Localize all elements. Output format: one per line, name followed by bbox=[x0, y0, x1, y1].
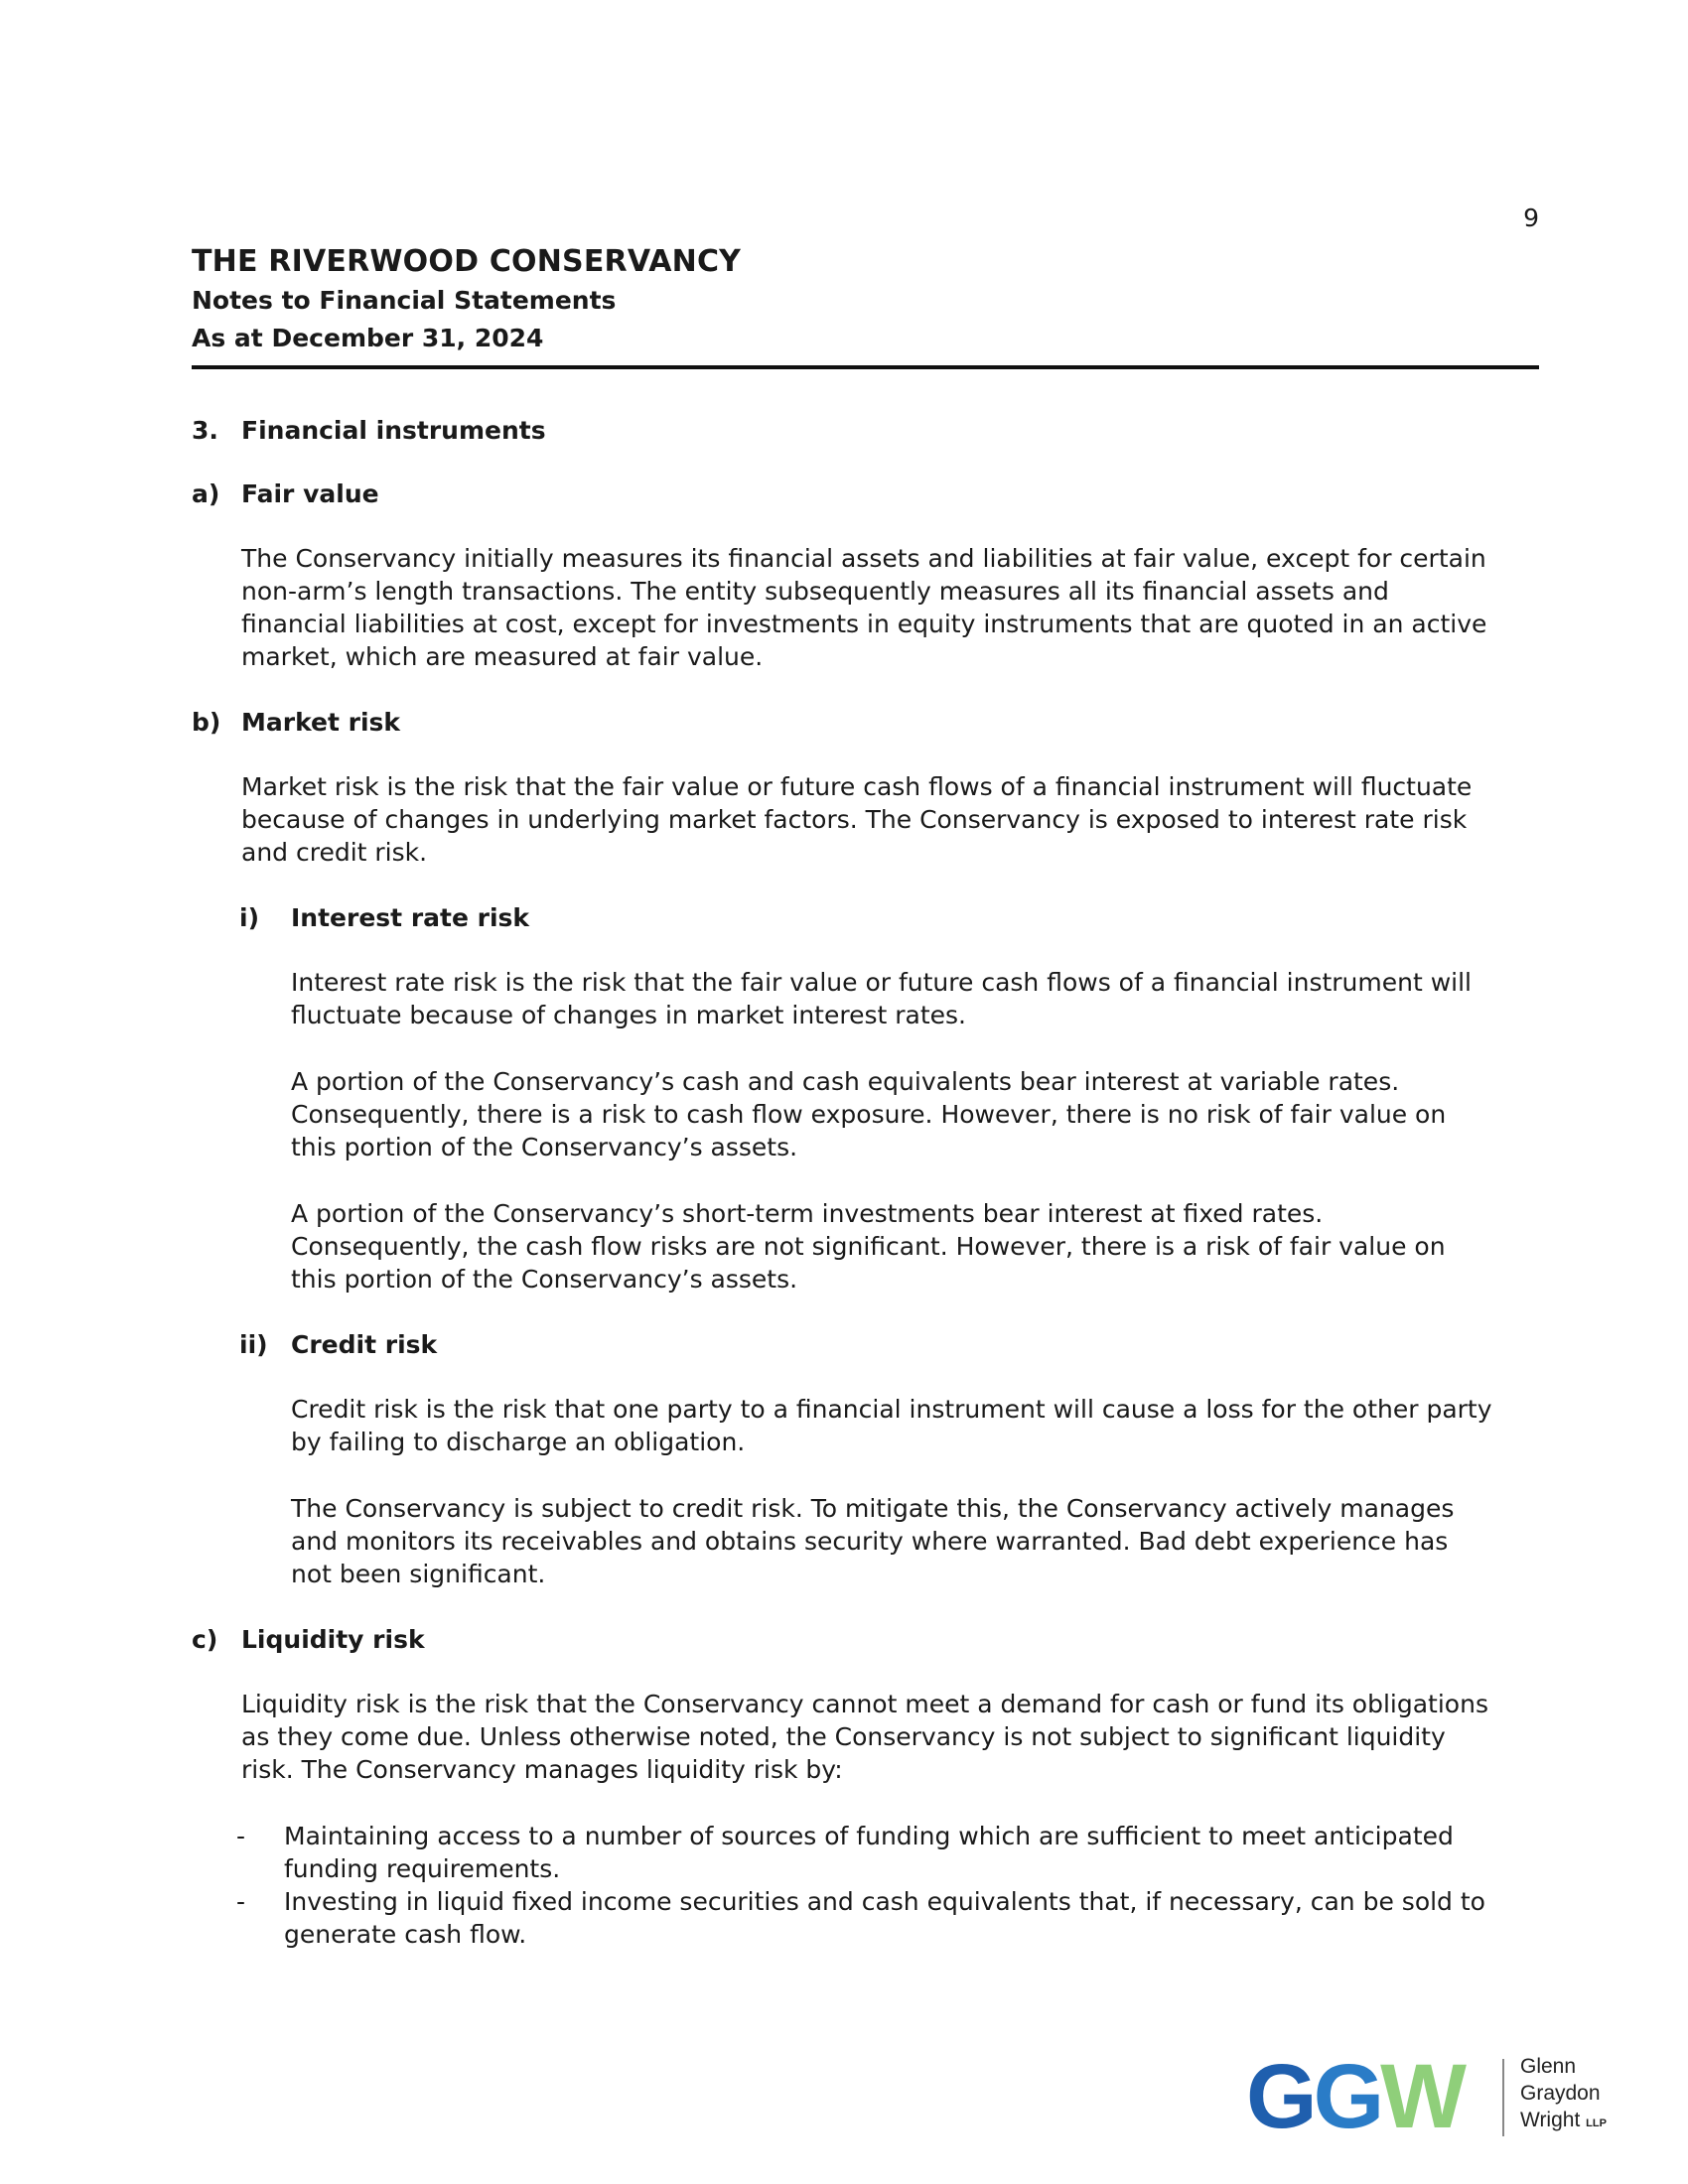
statement-subtitle: Notes to Financial Statements bbox=[192, 286, 617, 315]
firm-logo bbox=[1246, 2047, 1643, 2146]
fair-value-paragraph bbox=[241, 542, 1542, 673]
interest-rate-risk-paragraph-1 bbox=[291, 966, 1542, 1031]
interest-rate-risk-heading bbox=[239, 902, 1542, 934]
text-line: by failing to discharge an obligation. bbox=[291, 1428, 746, 1456]
market-risk-heading bbox=[192, 707, 1542, 739]
text-line: Market risk is the risk that the fair value or future cash flows of a financial instrument will fluctuate bbox=[241, 772, 1473, 801]
text-line: market, which are measured at fair value. bbox=[241, 642, 764, 671]
text-line: because of changes in underlying market factors. The Conservancy is exposed to interest rate risk bbox=[241, 805, 1468, 834]
text-line: Liquidity risk is the risk that the Conservancy cannot meet a demand for cash or fund its obligations bbox=[241, 1690, 1488, 1718]
credit-risk-marker: ii) bbox=[239, 1330, 268, 1359]
text-line: funding requirements. bbox=[284, 1854, 561, 1883]
logo-suffix: LLP bbox=[1586, 2117, 1607, 2129]
text-line: and monitors its receivables and obtains security where warranted. Bad debt experience has bbox=[291, 1527, 1449, 1556]
interest-rate-risk-paragraph-3 bbox=[291, 1197, 1542, 1296]
liquidity-risk-title: Liquidity risk bbox=[241, 1625, 425, 1654]
fair-value-title: Fair value bbox=[241, 479, 379, 508]
organization-title: THE RIVERWOOD CONSERVANCY bbox=[192, 244, 742, 279]
interest-rate-risk-marker: i) bbox=[239, 903, 259, 932]
logo-name-line: Glenn bbox=[1520, 2055, 1577, 2078]
list-item bbox=[236, 1820, 1542, 1885]
text-line: financial liabilities at cost, except for investments in equity instruments that are quoted in an active bbox=[241, 610, 1487, 638]
logo-divider bbox=[1502, 2059, 1504, 2136]
market-risk-marker: b) bbox=[192, 708, 221, 737]
market-risk-title: Market risk bbox=[241, 708, 401, 737]
logo-mark: GGW bbox=[1246, 2046, 1463, 2147]
text-line: this portion of the Conservancy’s assets. bbox=[291, 1265, 798, 1294]
credit-risk-paragraph-2 bbox=[291, 1492, 1542, 1590]
text-line: risk. The Conservancy manages liquidity risk by: bbox=[241, 1755, 843, 1784]
text-line: Consequently, the cash flow risks are not significant. However, there is a risk of fair value on bbox=[291, 1232, 1446, 1261]
section-number: 3. bbox=[192, 416, 218, 445]
fair-value-heading bbox=[192, 478, 1542, 510]
credit-risk-title: Credit risk bbox=[291, 1330, 438, 1359]
text-line: The Conservancy is subject to credit risk. To mitigate this, the Conservancy actively manages bbox=[291, 1494, 1455, 1523]
liquidity-risk-paragraph bbox=[241, 1688, 1542, 1786]
document-header bbox=[192, 242, 1539, 369]
text-line: A portion of the Conservancy’s short-term investments bear interest at fixed rates. bbox=[291, 1199, 1324, 1228]
text-line: Investing in liquid fixed income securities and cash equivalents that, if necessary, can be sold to bbox=[284, 1887, 1485, 1916]
section-heading bbox=[192, 415, 1542, 447]
logo-name-line: Wright bbox=[1520, 2109, 1581, 2131]
text-line: generate cash flow. bbox=[284, 1920, 527, 1949]
text-line: this portion of the Conservancy’s assets. bbox=[291, 1133, 798, 1161]
bullet-dash: - bbox=[236, 1822, 246, 1850]
page-number: 9 bbox=[1523, 204, 1539, 232]
statement-date: As at December 31, 2024 bbox=[192, 324, 544, 352]
text-line: non-arm’s length transactions. The entity subsequently measures all its financial assets and bbox=[241, 577, 1389, 606]
liquidity-risk-bullet-list bbox=[236, 1820, 1542, 1951]
notes-content bbox=[192, 415, 1542, 1951]
text-line: not been significant. bbox=[291, 1560, 546, 1588]
text-line: and credit risk. bbox=[241, 838, 428, 867]
logo-firm-name bbox=[1520, 2053, 1607, 2137]
text-line: Credit risk is the risk that one party to a financial instrument will cause a loss for the other party bbox=[291, 1395, 1492, 1424]
market-risk-paragraph bbox=[241, 770, 1542, 869]
credit-risk-heading bbox=[239, 1329, 1542, 1361]
section-title: Financial instruments bbox=[241, 416, 546, 445]
text-line: fluctuate because of changes in market interest rates. bbox=[291, 1001, 966, 1029]
text-line: Interest rate risk is the risk that the fair value or future cash flows of a financial instrument will bbox=[291, 968, 1473, 997]
credit-risk-paragraph-1 bbox=[291, 1393, 1542, 1458]
liquidity-risk-heading bbox=[192, 1624, 1542, 1656]
list-item bbox=[236, 1885, 1542, 1951]
bullet-dash: - bbox=[236, 1887, 246, 1916]
logo-name-line: Graydon bbox=[1520, 2082, 1601, 2105]
interest-rate-risk-paragraph-2 bbox=[291, 1065, 1542, 1163]
liquidity-risk-marker: c) bbox=[192, 1625, 218, 1654]
fair-value-marker: a) bbox=[192, 479, 220, 508]
text-line: The Conservancy initially measures its financial assets and liabilities at fair value, except for certain bbox=[241, 544, 1486, 573]
text-line: Consequently, there is a risk to cash flow exposure. However, there is no risk of fair value on bbox=[291, 1100, 1447, 1129]
interest-rate-risk-title: Interest rate risk bbox=[291, 903, 530, 932]
text-line: Maintaining access to a number of sources of funding which are sufficient to meet anticipated bbox=[284, 1822, 1454, 1850]
text-line: A portion of the Conservancy’s cash and cash equivalents bear interest at variable rates. bbox=[291, 1067, 1400, 1096]
text-line: as they come due. Unless otherwise noted, the Conservancy is not subject to significant liquidity bbox=[241, 1722, 1446, 1751]
